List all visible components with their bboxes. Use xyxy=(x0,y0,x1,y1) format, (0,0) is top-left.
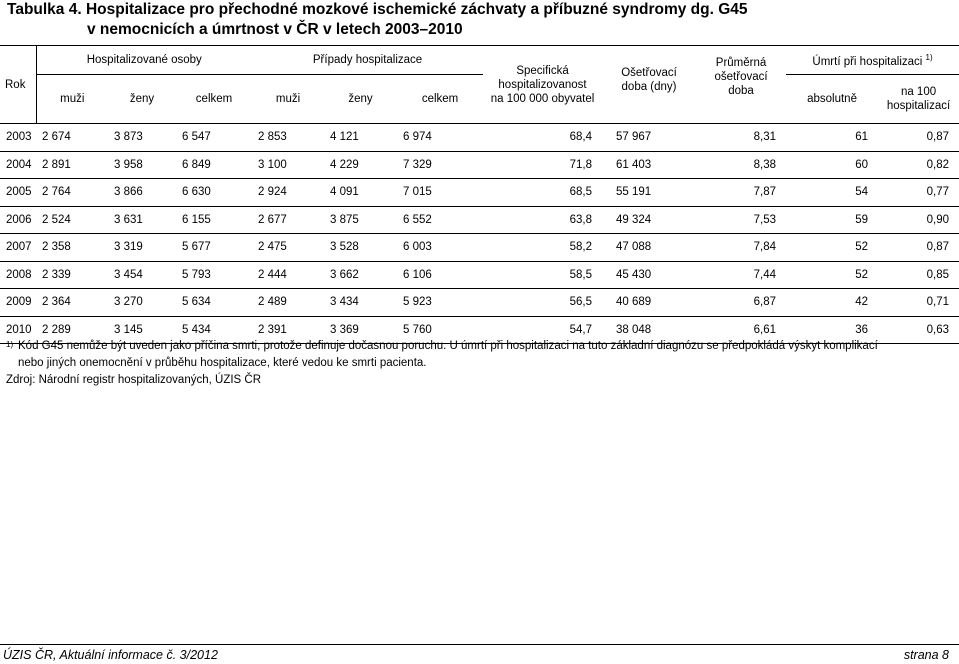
cell-year: 2006 xyxy=(0,206,36,234)
cell-zeny-osoby: 3 866 xyxy=(108,179,176,207)
cell-year: 2003 xyxy=(0,124,36,152)
cell-prumerna-doba: 6,61 xyxy=(696,316,786,344)
cell-celkem-osoby: 5 793 xyxy=(176,261,252,289)
cell-umrti-absolutne: 52 xyxy=(786,261,878,289)
cell-celkem-pripady: 7 329 xyxy=(397,151,483,179)
cell-umrti-na100: 0,63 xyxy=(878,316,959,344)
table-title xyxy=(7,0,748,40)
table-body xyxy=(0,124,959,344)
footer-divider xyxy=(0,644,959,645)
cell-umrti-absolutne: 36 xyxy=(786,316,878,344)
cell-umrti-na100: 0,90 xyxy=(878,206,959,234)
cell-prumerna-doba: 7,84 xyxy=(696,234,786,262)
cell-osetrovaci-doba: 38 048 xyxy=(602,316,696,344)
title-line-1: Tabulka 4. Hospitalizace pro přechodné mozkové ischemické záchvaty a příbuzné syndromy dg. G45 xyxy=(7,1,748,18)
cell-zeny-osoby: 3 454 xyxy=(108,261,176,289)
cell-muzi-osoby: 2 764 xyxy=(36,179,108,207)
source-note: Zdroj: Národní registr hospitalizovaných, ÚZIS ČR xyxy=(6,374,262,386)
header-zeny-osoby: ženy xyxy=(108,75,176,124)
cell-umrti-na100: 0,77 xyxy=(878,179,959,207)
cell-osetrovaci-doba: 40 689 xyxy=(602,289,696,317)
cell-year: 2010 xyxy=(0,316,36,344)
header-muzi-osoby: muži xyxy=(36,75,108,124)
cell-umrti-absolutne: 42 xyxy=(786,289,878,317)
cell-celkem-osoby: 6 155 xyxy=(176,206,252,234)
footer-page-number: strana 8 xyxy=(903,648,949,662)
cell-specificka: 54,7 xyxy=(483,316,602,344)
cell-muzi-osoby: 2 358 xyxy=(36,234,108,262)
header-prumerna-1: Průměrná xyxy=(715,57,767,69)
cell-umrti-na100: 0,85 xyxy=(878,261,959,289)
cell-specificka: 56,5 xyxy=(483,289,602,317)
cell-celkem-osoby: 6 630 xyxy=(176,179,252,207)
table-row xyxy=(0,206,959,234)
cell-celkem-pripady: 6 003 xyxy=(397,234,483,262)
cell-osetrovaci-doba: 61 403 xyxy=(602,151,696,179)
cell-celkem-pripady: 6 552 xyxy=(397,206,483,234)
cell-year: 2004 xyxy=(0,151,36,179)
cell-muzi-pripady: 2 853 xyxy=(252,124,324,152)
cell-zeny-osoby: 3 631 xyxy=(108,206,176,234)
header-prumerna xyxy=(696,46,786,124)
footnote-line-2: nebo jiných onemocnění v průběhu hospitalizace, které vedou ke smrti pacienta. xyxy=(18,357,427,369)
cell-osetrovaci-doba: 55 191 xyxy=(602,179,696,207)
cell-muzi-osoby: 2 674 xyxy=(36,124,108,152)
header-umrti xyxy=(786,46,959,75)
cell-osetrovaci-doba: 47 088 xyxy=(602,234,696,262)
cell-celkem-osoby: 6 849 xyxy=(176,151,252,179)
cell-prumerna-doba: 6,87 xyxy=(696,289,786,317)
cell-muzi-pripady: 2 444 xyxy=(252,261,324,289)
footnote-mark: 1) xyxy=(6,340,14,349)
hospitalization-table xyxy=(0,45,959,344)
cell-zeny-osoby: 3 145 xyxy=(108,316,176,344)
cell-zeny-pripady: 3 528 xyxy=(324,234,397,262)
cell-muzi-osoby: 2 364 xyxy=(36,289,108,317)
header-zeny-pripady: ženy xyxy=(324,75,397,124)
header-na100-1: na 100 xyxy=(900,86,937,98)
cell-umrti-absolutne: 52 xyxy=(786,234,878,262)
cell-muzi-osoby: 2 339 xyxy=(36,261,108,289)
header-specificka-2: hospitalizovanost xyxy=(498,78,587,91)
header-specificka xyxy=(483,46,602,124)
header-umrti-sup: 1) xyxy=(925,53,933,63)
cell-umrti-na100: 0,87 xyxy=(878,234,959,262)
cell-year: 2007 xyxy=(0,234,36,262)
footer-publication: ÚZIS ČR, Aktuální informace č. 3/2012 xyxy=(3,648,218,662)
cell-umrti-na100: 0,87 xyxy=(878,124,959,152)
cell-prumerna-doba: 7,87 xyxy=(696,179,786,207)
header-na100 xyxy=(878,75,959,124)
cell-zeny-pripady: 3 434 xyxy=(324,289,397,317)
title-line-2: v nemocnicích a úmrtnost v ČR v letech 2003–2010 xyxy=(87,21,463,38)
cell-umrti-na100: 0,82 xyxy=(878,151,959,179)
footnote xyxy=(6,338,878,372)
cell-muzi-pripady: 3 100 xyxy=(252,151,324,179)
header-pripady: Případy hospitalizace xyxy=(252,46,483,75)
cell-osetrovaci-doba: 57 967 xyxy=(602,124,696,152)
header-na100-2: hospitalizací xyxy=(886,100,951,112)
cell-zeny-osoby: 3 958 xyxy=(108,151,176,179)
header-hosp-osoby: Hospitalizované osoby xyxy=(36,46,252,75)
header-celkem-osoby: celkem xyxy=(176,75,252,124)
cell-zeny-osoby: 3 319 xyxy=(108,234,176,262)
header-prumerna-2: ošetřovací xyxy=(714,71,768,83)
cell-muzi-osoby: 2 524 xyxy=(36,206,108,234)
cell-umrti-absolutne: 60 xyxy=(786,151,878,179)
cell-umrti-absolutne: 54 xyxy=(786,179,878,207)
cell-celkem-pripady: 7 015 xyxy=(397,179,483,207)
header-specificka-3: na 100 000 obyvatel xyxy=(490,92,595,105)
header-muzi-pripady: muži xyxy=(252,75,324,124)
cell-specificka: 71,8 xyxy=(483,151,602,179)
cell-zeny-pripady: 4 121 xyxy=(324,124,397,152)
cell-prumerna-doba: 7,44 xyxy=(696,261,786,289)
cell-muzi-pripady: 2 391 xyxy=(252,316,324,344)
cell-specificka: 58,5 xyxy=(483,261,602,289)
cell-muzi-osoby: 2 891 xyxy=(36,151,108,179)
table-row xyxy=(0,179,959,207)
cell-zeny-osoby: 3 270 xyxy=(108,289,176,317)
cell-osetrovaci-doba: 49 324 xyxy=(602,206,696,234)
cell-zeny-pripady: 4 229 xyxy=(324,151,397,179)
cell-zeny-osoby: 3 873 xyxy=(108,124,176,152)
cell-specificka: 58,2 xyxy=(483,234,602,262)
cell-muzi-pripady: 2 677 xyxy=(252,206,324,234)
cell-celkem-osoby: 5 677 xyxy=(176,234,252,262)
footnote-line-1: Kód G45 nemůže být uveden jako příčina smrti, protože definuje dočasnou poruchu. U úmrtí při hospitalizaci na tuto základní diagnózu se předpokládá výskyt komplikací xyxy=(18,340,878,352)
cell-osetrovaci-doba: 45 430 xyxy=(602,261,696,289)
header-absolutne: absolutně xyxy=(786,75,878,124)
cell-celkem-osoby: 5 434 xyxy=(176,316,252,344)
header-osetrovaci xyxy=(602,46,696,124)
cell-specificka: 68,4 xyxy=(483,124,602,152)
header-osetrovaci-2: doba (dny) xyxy=(621,81,677,93)
table-row xyxy=(0,261,959,289)
header-umrti-label: Úmrtí při hospitalizaci xyxy=(812,55,923,68)
cell-year: 2008 xyxy=(0,261,36,289)
cell-umrti-absolutne: 59 xyxy=(786,206,878,234)
cell-zeny-pripady: 3 369 xyxy=(324,316,397,344)
header-specificka-1: Specifická xyxy=(516,64,569,77)
cell-specificka: 63,8 xyxy=(483,206,602,234)
cell-celkem-pripady: 5 923 xyxy=(397,289,483,317)
header-osetrovaci-1: Ošetřovací xyxy=(621,67,677,79)
header-rok: Rok xyxy=(0,46,36,124)
cell-prumerna-doba: 8,38 xyxy=(696,151,786,179)
cell-prumerna-doba: 7,53 xyxy=(696,206,786,234)
notes xyxy=(6,338,878,389)
cell-celkem-osoby: 5 634 xyxy=(176,289,252,317)
table-row xyxy=(0,124,959,152)
cell-zeny-pripady: 4 091 xyxy=(324,179,397,207)
cell-muzi-pripady: 2 924 xyxy=(252,179,324,207)
cell-zeny-pripady: 3 662 xyxy=(324,261,397,289)
cell-prumerna-doba: 8,31 xyxy=(696,124,786,152)
cell-muzi-pripady: 2 475 xyxy=(252,234,324,262)
cell-umrti-na100: 0,71 xyxy=(878,289,959,317)
table-row xyxy=(0,234,959,262)
cell-celkem-osoby: 6 547 xyxy=(176,124,252,152)
cell-year: 2009 xyxy=(0,289,36,317)
table-row xyxy=(0,151,959,179)
cell-celkem-pripady: 6 106 xyxy=(397,261,483,289)
table-row xyxy=(0,289,959,317)
cell-umrti-absolutne: 61 xyxy=(786,124,878,152)
cell-year: 2005 xyxy=(0,179,36,207)
cell-specificka: 68,5 xyxy=(483,179,602,207)
cell-muzi-pripady: 2 489 xyxy=(252,289,324,317)
header-celkem-pripady: celkem xyxy=(397,75,483,124)
cell-celkem-pripady: 5 760 xyxy=(397,316,483,344)
cell-muzi-osoby: 2 289 xyxy=(36,316,108,344)
header-prumerna-3: doba xyxy=(728,85,754,97)
cell-celkem-pripady: 6 974 xyxy=(397,124,483,152)
cell-zeny-pripady: 3 875 xyxy=(324,206,397,234)
